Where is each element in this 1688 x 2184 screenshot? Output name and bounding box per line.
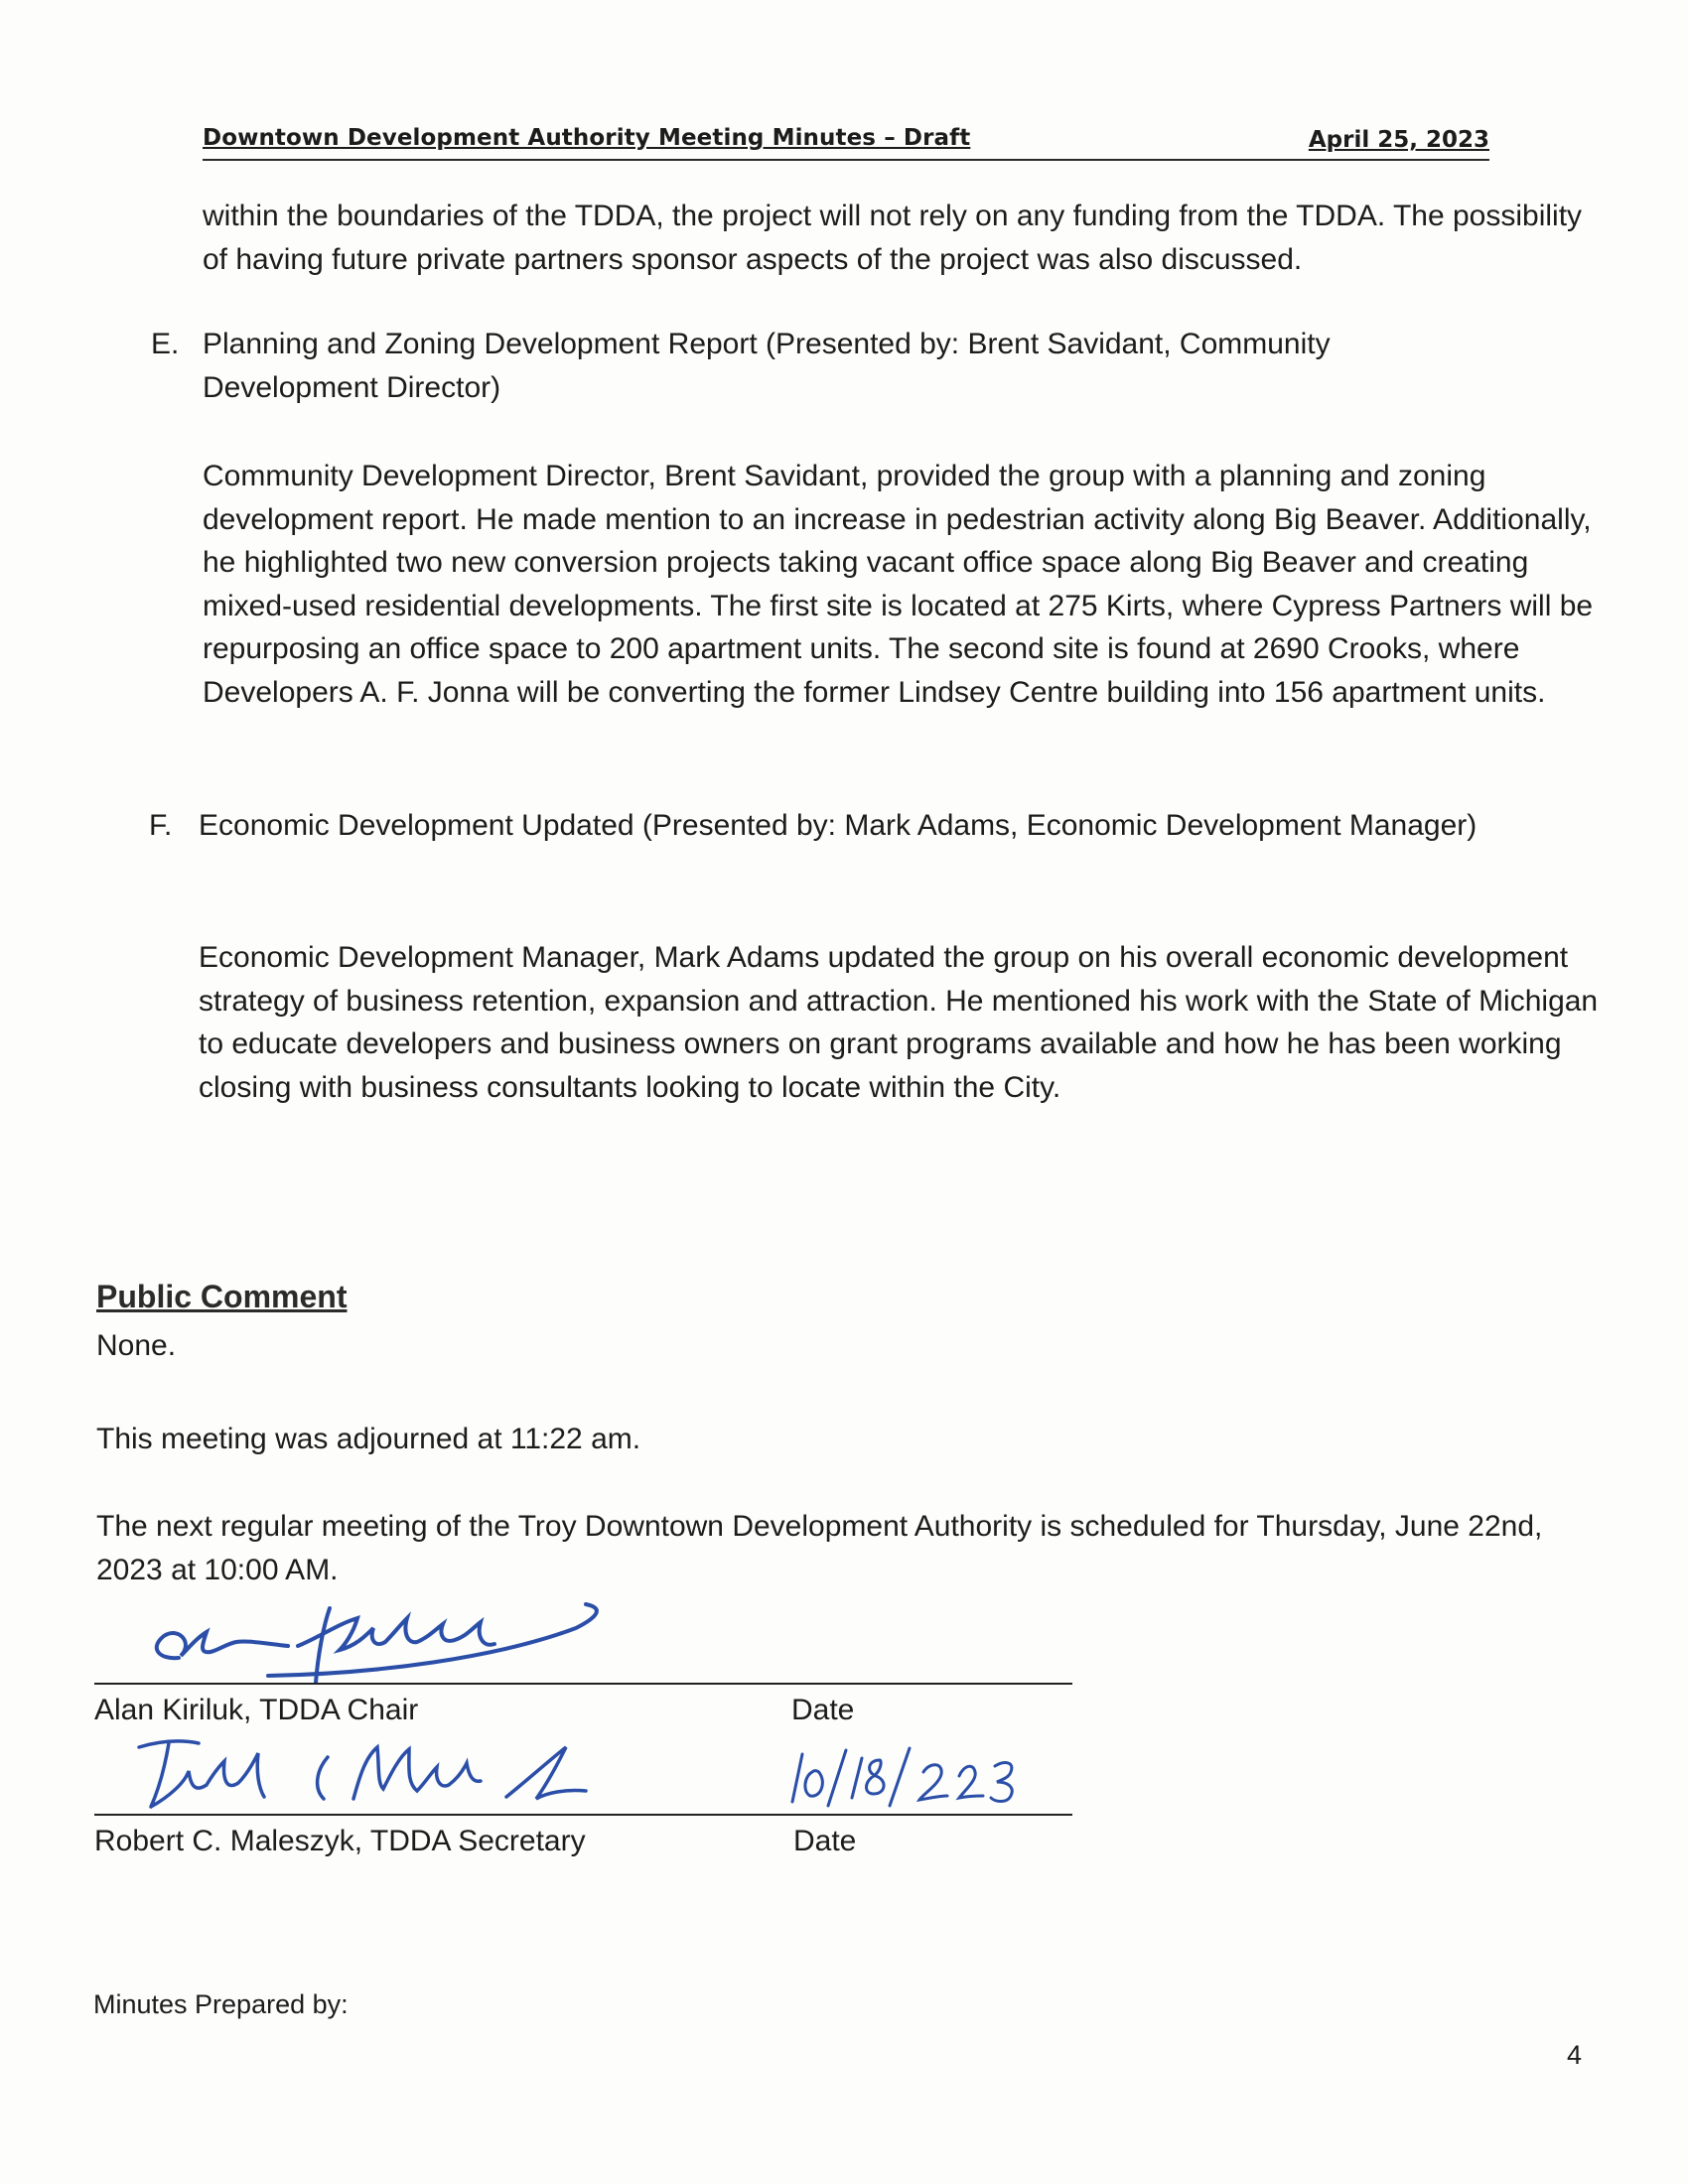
continuation-paragraph: within the boundaries of the TDDA, the project will not rely on any funding from the TDDA. The possibility of having future private partners sponsor aspects of the project was also discussed. xyxy=(203,200,1583,276)
item-f-title: Economic Development Updated (Presented by: Mark Adams, Economic Development Manager) xyxy=(199,809,1477,842)
public-comment-heading: Public Comment xyxy=(96,1279,348,1314)
page-header xyxy=(203,123,1489,161)
item-e-letter: E. xyxy=(151,328,180,360)
header-date: April 25, 2023 xyxy=(1308,127,1489,153)
public-comment-text: None. xyxy=(96,1329,177,1362)
secretary-label: Robert C. Maleszyk, TDDA Secretary xyxy=(94,1825,586,1857)
header-title: Downtown Development Authority Meeting Minutes – Draft xyxy=(203,125,971,151)
secretary-signature xyxy=(129,1727,596,1817)
chair-signature xyxy=(119,1588,635,1688)
secretary-date-handwritten xyxy=(784,1732,1043,1812)
page-number: 4 xyxy=(1567,2040,1583,2070)
chair-date-label: Date xyxy=(791,1694,855,1726)
secretary-date-label: Date xyxy=(793,1825,857,1857)
prepared-by-label: Minutes Prepared by: xyxy=(93,1989,349,2019)
chair-signature-line xyxy=(94,1683,1072,1685)
adjourned-text: This meeting was adjourned at 11:22 am. xyxy=(96,1423,641,1455)
chair-label: Alan Kiriluk, TDDA Chair xyxy=(94,1694,419,1726)
item-e-body: Community Development Director, Brent Savidant, provided the group with a planning and zoning development report. He made mention to an increase in pedestrian activity along Big Beaver. Additionally, he highlighted two new conversion projects taking vacant office space along Big Beaver and creating mixed-used residential developments. The first site is located at 275 Kirts, where Cypress Partners will be repurposing an office space to 200 apartment units. The second site is found at 2690 Crooks, where Developers A. F. Jonna will be converting the former Lindsey Centre building into 156 apartment units. xyxy=(203,460,1594,709)
item-f-body: Economic Development Manager, Mark Adams updated the group on his overall economic development strategy of business retention, expansion and attraction. He mentioned his work with the State of Michigan to educate developers and business owners on grant programs available and how he has been working closing with business consultants looking to locate within the City. xyxy=(199,941,1599,1104)
item-e-title: Planning and Zoning Development Report (Presented by: Brent Savidant, Community Development Director) xyxy=(203,328,1331,404)
secretary-signature-line xyxy=(94,1814,1072,1816)
item-f-letter: F. xyxy=(149,809,173,842)
next-meeting-text: The next regular meeting of the Troy Downtown Development Authority is scheduled for Thursday, June 22nd, 2023 at 10:00 AM. xyxy=(96,1510,1543,1586)
